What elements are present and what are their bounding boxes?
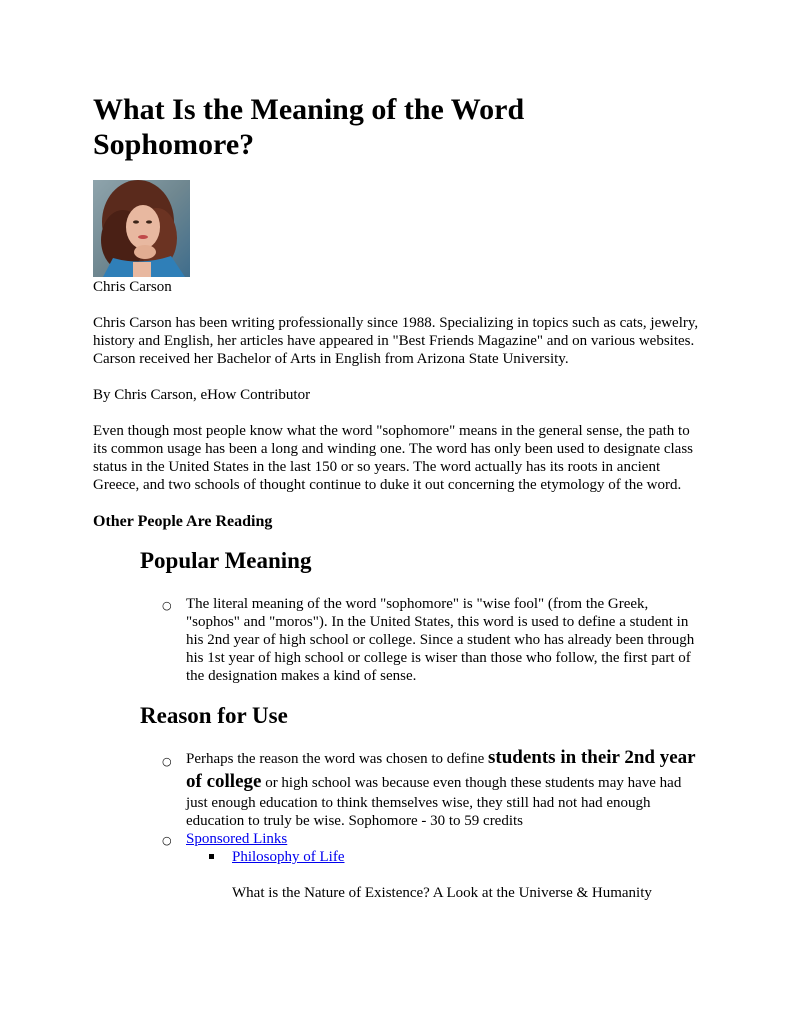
sponsored-links-link[interactable]: Sponsored Links (186, 831, 288, 847)
circle-bullet-icon: ○ (162, 834, 172, 847)
circle-bullet-icon: ○ (162, 755, 172, 768)
intro-paragraph: Even though most people know what the word "sophomore" means in the general sense, the path to its common usage has been a long and winding one. The word has only been used to designate class status in the United States in the last 150 or so years. The word actually has its roots in ancient Greece, and two schools of thought continue to duke it out concerning the etymology of the word. (93, 423, 694, 493)
sponsored-link-description: What is the Nature of Existence? A Look at the Universe & Humanity (232, 885, 652, 901)
byline: By Chris Carson, eHow Contributor (93, 387, 311, 403)
list-item (162, 595, 703, 685)
section-heading: Reason for Use (140, 703, 288, 728)
list-item (162, 746, 703, 830)
reason-text (186, 746, 703, 830)
popular-meaning-text: The literal meaning of the word "sophomore" is "wise fool" (from the Greek, "sophos" and "moros"). In the United States, this word is used to define a student in his 2nd year of high school or college. Since a student who has already been through his 1st year of high school or college is wiser than those who follow, the first part of the designation makes a kind of sense. (186, 596, 695, 684)
author-name: Chris Carson (93, 279, 172, 295)
page-title: What Is the Meaning of the Word Sophomore? (93, 93, 525, 161)
section-reason-for-use (140, 702, 703, 902)
list-item (162, 830, 703, 902)
author-bio: Chris Carson has been writing professionally since 1988. Specializing in topics such as cats, jewelry, history and English, her articles have appeared in "Best Friends Magazine" and on various websites. Carson received her Bachelor of Arts in English from Arizona State University. (93, 315, 699, 367)
reason-text-end: or high school was because even though these students may have had just enough education to think themselves wise, they still had not had enough education to truly be wise. Sophomore - 30 to 59 credits (186, 775, 682, 829)
reason-text-start: Perhaps the reason the word was chosen to define (186, 751, 488, 767)
other-reading-heading: Other People Are Reading (93, 513, 273, 530)
author-photo-image (93, 180, 190, 277)
philosophy-of-life-link[interactable]: Philosophy of Life (232, 849, 345, 865)
reason-text-emphasis: students in their 2nd year of college (186, 747, 696, 792)
list-item (232, 848, 703, 902)
author-avatar (93, 180, 190, 277)
section-popular-meaning (140, 547, 703, 685)
article-page (93, 92, 703, 902)
circle-bullet-icon: ○ (162, 599, 172, 612)
section-heading: Popular Meaning (140, 548, 312, 573)
square-bullet-icon (209, 854, 214, 859)
